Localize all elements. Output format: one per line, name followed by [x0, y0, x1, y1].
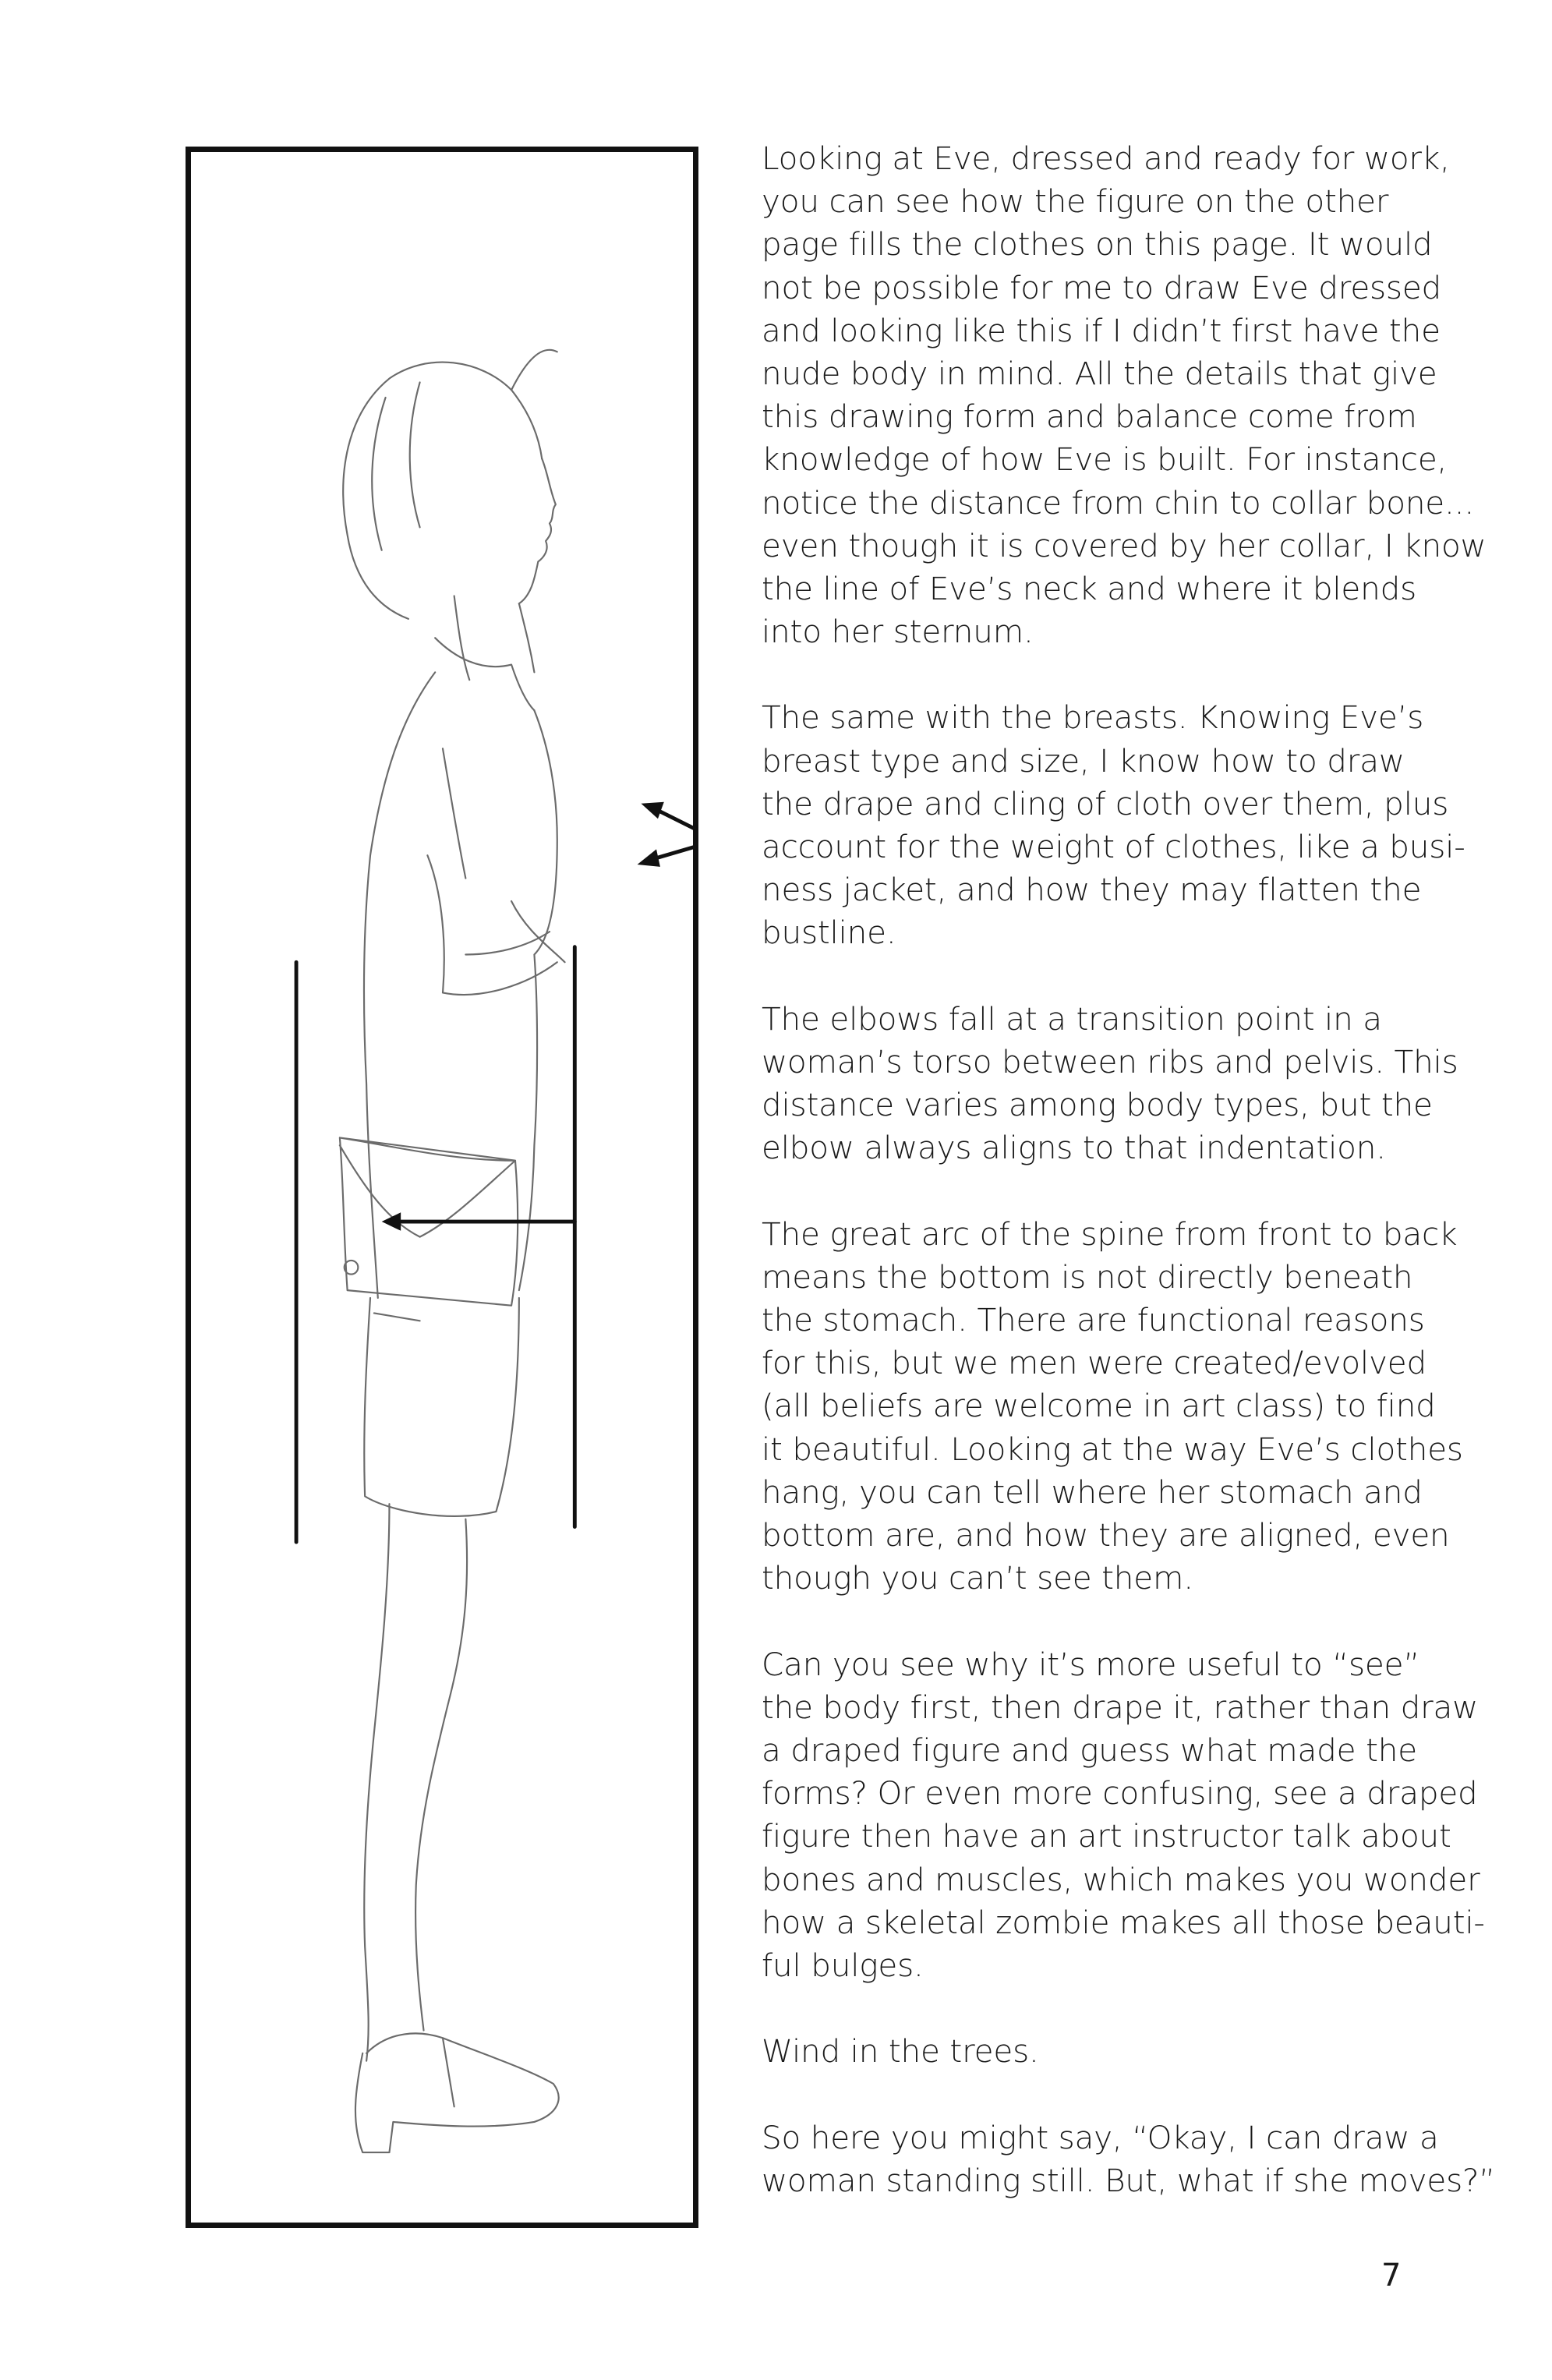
text-line: figure then have an art instructor talk about — [762, 1817, 1451, 1855]
text-line: breast type and size, I know how to draw — [762, 741, 1405, 780]
text-line: you can see how the figure on the other — [762, 182, 1389, 221]
arrow-collar — [652, 840, 693, 859]
arrow-chin — [656, 810, 693, 840]
sketch-crossed-arms — [427, 855, 564, 995]
text-line: forms? Or even more confusing, see a draped — [762, 1774, 1478, 1812]
text-line: not be possible for me to draw Eve dressed — [762, 268, 1442, 306]
sketch-neck-collar — [435, 596, 534, 710]
page-number: 7 — [1381, 2258, 1402, 2293]
text-line: this drawing form and balance come from — [762, 398, 1417, 436]
text-line: the drape and cling of cloth over them, plus — [762, 784, 1449, 822]
text-line: it beautiful. Looking at the way Eve’s clothes — [762, 1430, 1463, 1468]
text-line: knowledge of how Eve is built. For instance, — [762, 440, 1448, 479]
sketch-handbag — [340, 1137, 518, 1321]
text-line: for this, but we men were created/evolved — [762, 1344, 1426, 1382]
text-line: woman standing still. But, what if she moves?” — [762, 2161, 1496, 2199]
paragraph-6 — [762, 2030, 1424, 2073]
paragraph-3 — [762, 998, 1458, 1170]
text-line: nude body in mind. All the details that give — [762, 354, 1437, 392]
text-line: hang, you can tell where her stomach and — [762, 1473, 1423, 1511]
paragraph-4 — [762, 1213, 1463, 1600]
text-line: So here you might say, “Okay, I can draw a — [762, 2118, 1439, 2156]
text-line: (all beliefs are welcome in art class) to find — [762, 1387, 1436, 1425]
text-line: The elbows fall at a transition point in a — [762, 999, 1382, 1038]
text-line: the stomach. There are functional reasons — [762, 1301, 1425, 1339]
text-line: elbow always aligns to that indentation. — [762, 1129, 1386, 1167]
text-line: Wind in the trees. — [762, 2032, 1039, 2071]
sketch-legs — [364, 1504, 467, 2060]
text-line: The same with the breasts. Knowing Eve’s — [762, 698, 1424, 737]
text-line: distance varies among body types, but the — [762, 1086, 1433, 1124]
text-line: though you can’t see them. — [762, 1559, 1193, 1597]
text-line: Looking at Eve, dressed and ready for work, — [762, 140, 1450, 177]
text-line: and looking like this if I didn’t first have the — [762, 311, 1441, 349]
body-text-column — [762, 137, 1496, 2245]
text-line: Can you see why it’s more useful to “see” — [762, 1645, 1420, 1683]
text-line: how a skeletal zombie makes all those beauti- — [762, 1903, 1485, 1941]
text-line: means the bottom is not directly beneath — [762, 1257, 1413, 1296]
figure-illustration-frame — [186, 147, 698, 2228]
text-line: The great arc of the spine from front to back — [762, 1215, 1458, 1253]
text-line: ful bulges. — [762, 1946, 924, 1984]
arrowhead-chin — [641, 802, 663, 819]
text-line: page fills the clothes on this page. It would — [762, 225, 1433, 263]
paragraph-1 — [762, 137, 1487, 653]
sketch-shoe — [355, 2033, 559, 2152]
paragraph-2 — [762, 696, 1465, 954]
eve-standing-pencil-sketch — [191, 152, 693, 2223]
sketch-skirt — [364, 1298, 519, 1516]
text-line: bottom are, and how they are aligned, even — [762, 1516, 1450, 1554]
text-line: the line of Eve’s neck and where it blends — [762, 569, 1417, 607]
text-line: account for the weight of clothes, like a busi- — [762, 828, 1465, 865]
arrowhead-collar — [638, 849, 660, 867]
text-line: woman’s torso between ribs and pelvis. This — [762, 1042, 1458, 1080]
text-line: a draped figure and guess what made the — [762, 1731, 1417, 1769]
sketch-face-profile — [519, 458, 556, 603]
text-line: bones and muscles, which makes you wonder — [762, 1860, 1480, 1898]
sketch-hair — [343, 350, 557, 619]
text-line: notice the distance from chin to collar bone... — [762, 483, 1475, 522]
paragraph-7 — [762, 2117, 1496, 2202]
text-line: ness jacket, and how they may flatten the — [762, 871, 1422, 909]
text-line: bustline. — [762, 914, 896, 952]
text-line: even though it is covered by her collar, I know — [762, 526, 1487, 564]
text-line: into her sternum. — [762, 613, 1034, 651]
sketch-jacket — [364, 672, 557, 1298]
paragraph-5 — [762, 1643, 1485, 1988]
text-line: the body first, then drape it, rather than draw — [762, 1688, 1479, 1726]
